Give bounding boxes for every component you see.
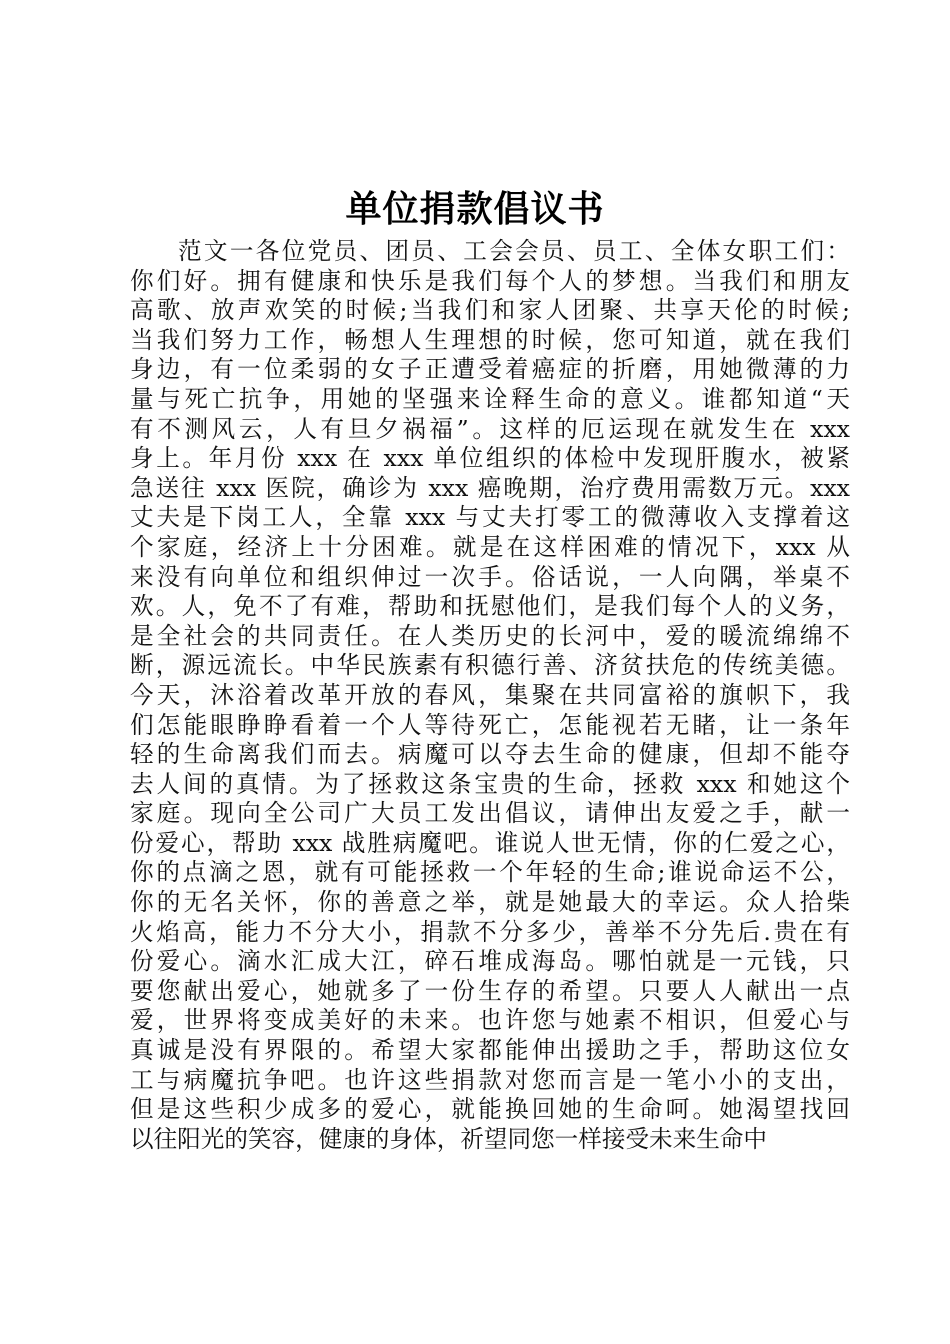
body-line: 但是这些积少成多的爱心，就能换回她的生命呵。她渴望找回	[130, 1095, 850, 1124]
body-line: 身上。年月份 xxx 在 xxx 单位组织的体检中发现肝腹水，被紧	[130, 444, 850, 473]
body-line: 爱，世界将变成美好的未来。也许您与她素不相识，但爱心与	[130, 1006, 850, 1035]
body-line: 要您献出爱心，她就多了一份生存的希望。只要人人献出一点	[130, 976, 850, 1005]
document-title: 单位捐款倡议书	[345, 188, 605, 230]
document-body	[130, 237, 850, 1154]
body-line: 火焰高，能力不分大小，捐款不分多少，善举不分先后.贵在有	[130, 917, 850, 946]
body-line: 们怎能眼睁睁看着一个人等待死亡，怎能视若无睹，让一条年	[130, 710, 850, 739]
body-line: 轻的生命离我们而去。病魔可以夺去生命的健康，但却不能夺	[130, 740, 850, 769]
body-line: 你的无名关怀，你的善意之举，就是她最大的幸运。众人拾柴	[130, 888, 850, 917]
body-line: 家庭。现向全公司广大员工发出倡议，请伸出友爱之手，献一	[130, 799, 850, 828]
body-line: 个家庭，经济上十分困难。就是在这样困难的情况下，xxx 从	[130, 532, 850, 561]
body-line: 份爱心。滴水汇成大江，碎石堆成海岛。哪怕就是一元钱，只	[130, 947, 850, 976]
body-line: 有不测风云，人有旦夕祸福”。这样的厄运现在就发生在 xxx	[130, 414, 850, 443]
body-line: 以往阳光的笑容，健康的身体，祈望同您一样接受未来生命中	[130, 1124, 768, 1153]
body-line: 量与死亡抗争，用她的坚强来诠释生命的意义。谁都知道“天	[130, 384, 850, 413]
body-line: 身边，有一位柔弱的女子正遭受着癌症的折磨，用她微薄的力	[130, 355, 850, 384]
body-line: 份爱心，帮助 xxx 战胜病魔吧。谁说人世无情，你的仁爱之心，	[130, 828, 850, 857]
body-line: 欢。人，免不了有难，帮助和抚慰他们，是我们每个人的义务，	[130, 592, 850, 621]
body-line: 去人间的真情。为了拯救这条宝贵的生命，拯救 xxx 和她这个	[130, 769, 850, 798]
body-line: 你们好。拥有健康和快乐是我们每个人的梦想。当我们和朋友	[130, 266, 850, 295]
body-line: 真诚是没有界限的。希望大家都能伸出援助之手，帮助这位女	[130, 1036, 850, 1065]
body-line: 是全社会的共同责任。在人类历史的长河中，爱的暖流绵绵不	[130, 621, 850, 650]
body-line: 今天，沐浴着改革开放的春风，集聚在共同富裕的旗帜下，我	[130, 680, 850, 709]
body-line: 当我们努力工作，畅想人生理想的时候，您可知道，就在我们	[130, 325, 850, 354]
body-line: 急送往 xxx 医院，确诊为 xxx 癌晚期，治疗费用需数万元。xxx	[130, 473, 850, 502]
body-line: 来没有向单位和组织伸过一次手。俗话说，一人向隅，举桌不	[130, 562, 850, 591]
body-line: 高歌、放声欢笑的时候;当我们和家人团聚、共享天伦的时候;	[130, 296, 850, 325]
body-line: 丈夫是下岗工人，全靠 xxx 与丈夫打零工的微薄收入支撑着这	[130, 503, 850, 532]
body-line: 范文一各位党员、团员、工会会员、员工、全体女职工们：	[178, 237, 850, 265]
body-line: 你的点滴之恩，就有可能拯救一个年轻的生命;谁说命运不公，	[130, 858, 850, 887]
body-line: 工与病魔抗争吧。也许这些捐款对您而言是一笔小小的支出，	[130, 1065, 850, 1094]
body-line: 断，源远流长。中华民族素有积德行善、济贫扶危的传统美德。	[130, 651, 850, 680]
